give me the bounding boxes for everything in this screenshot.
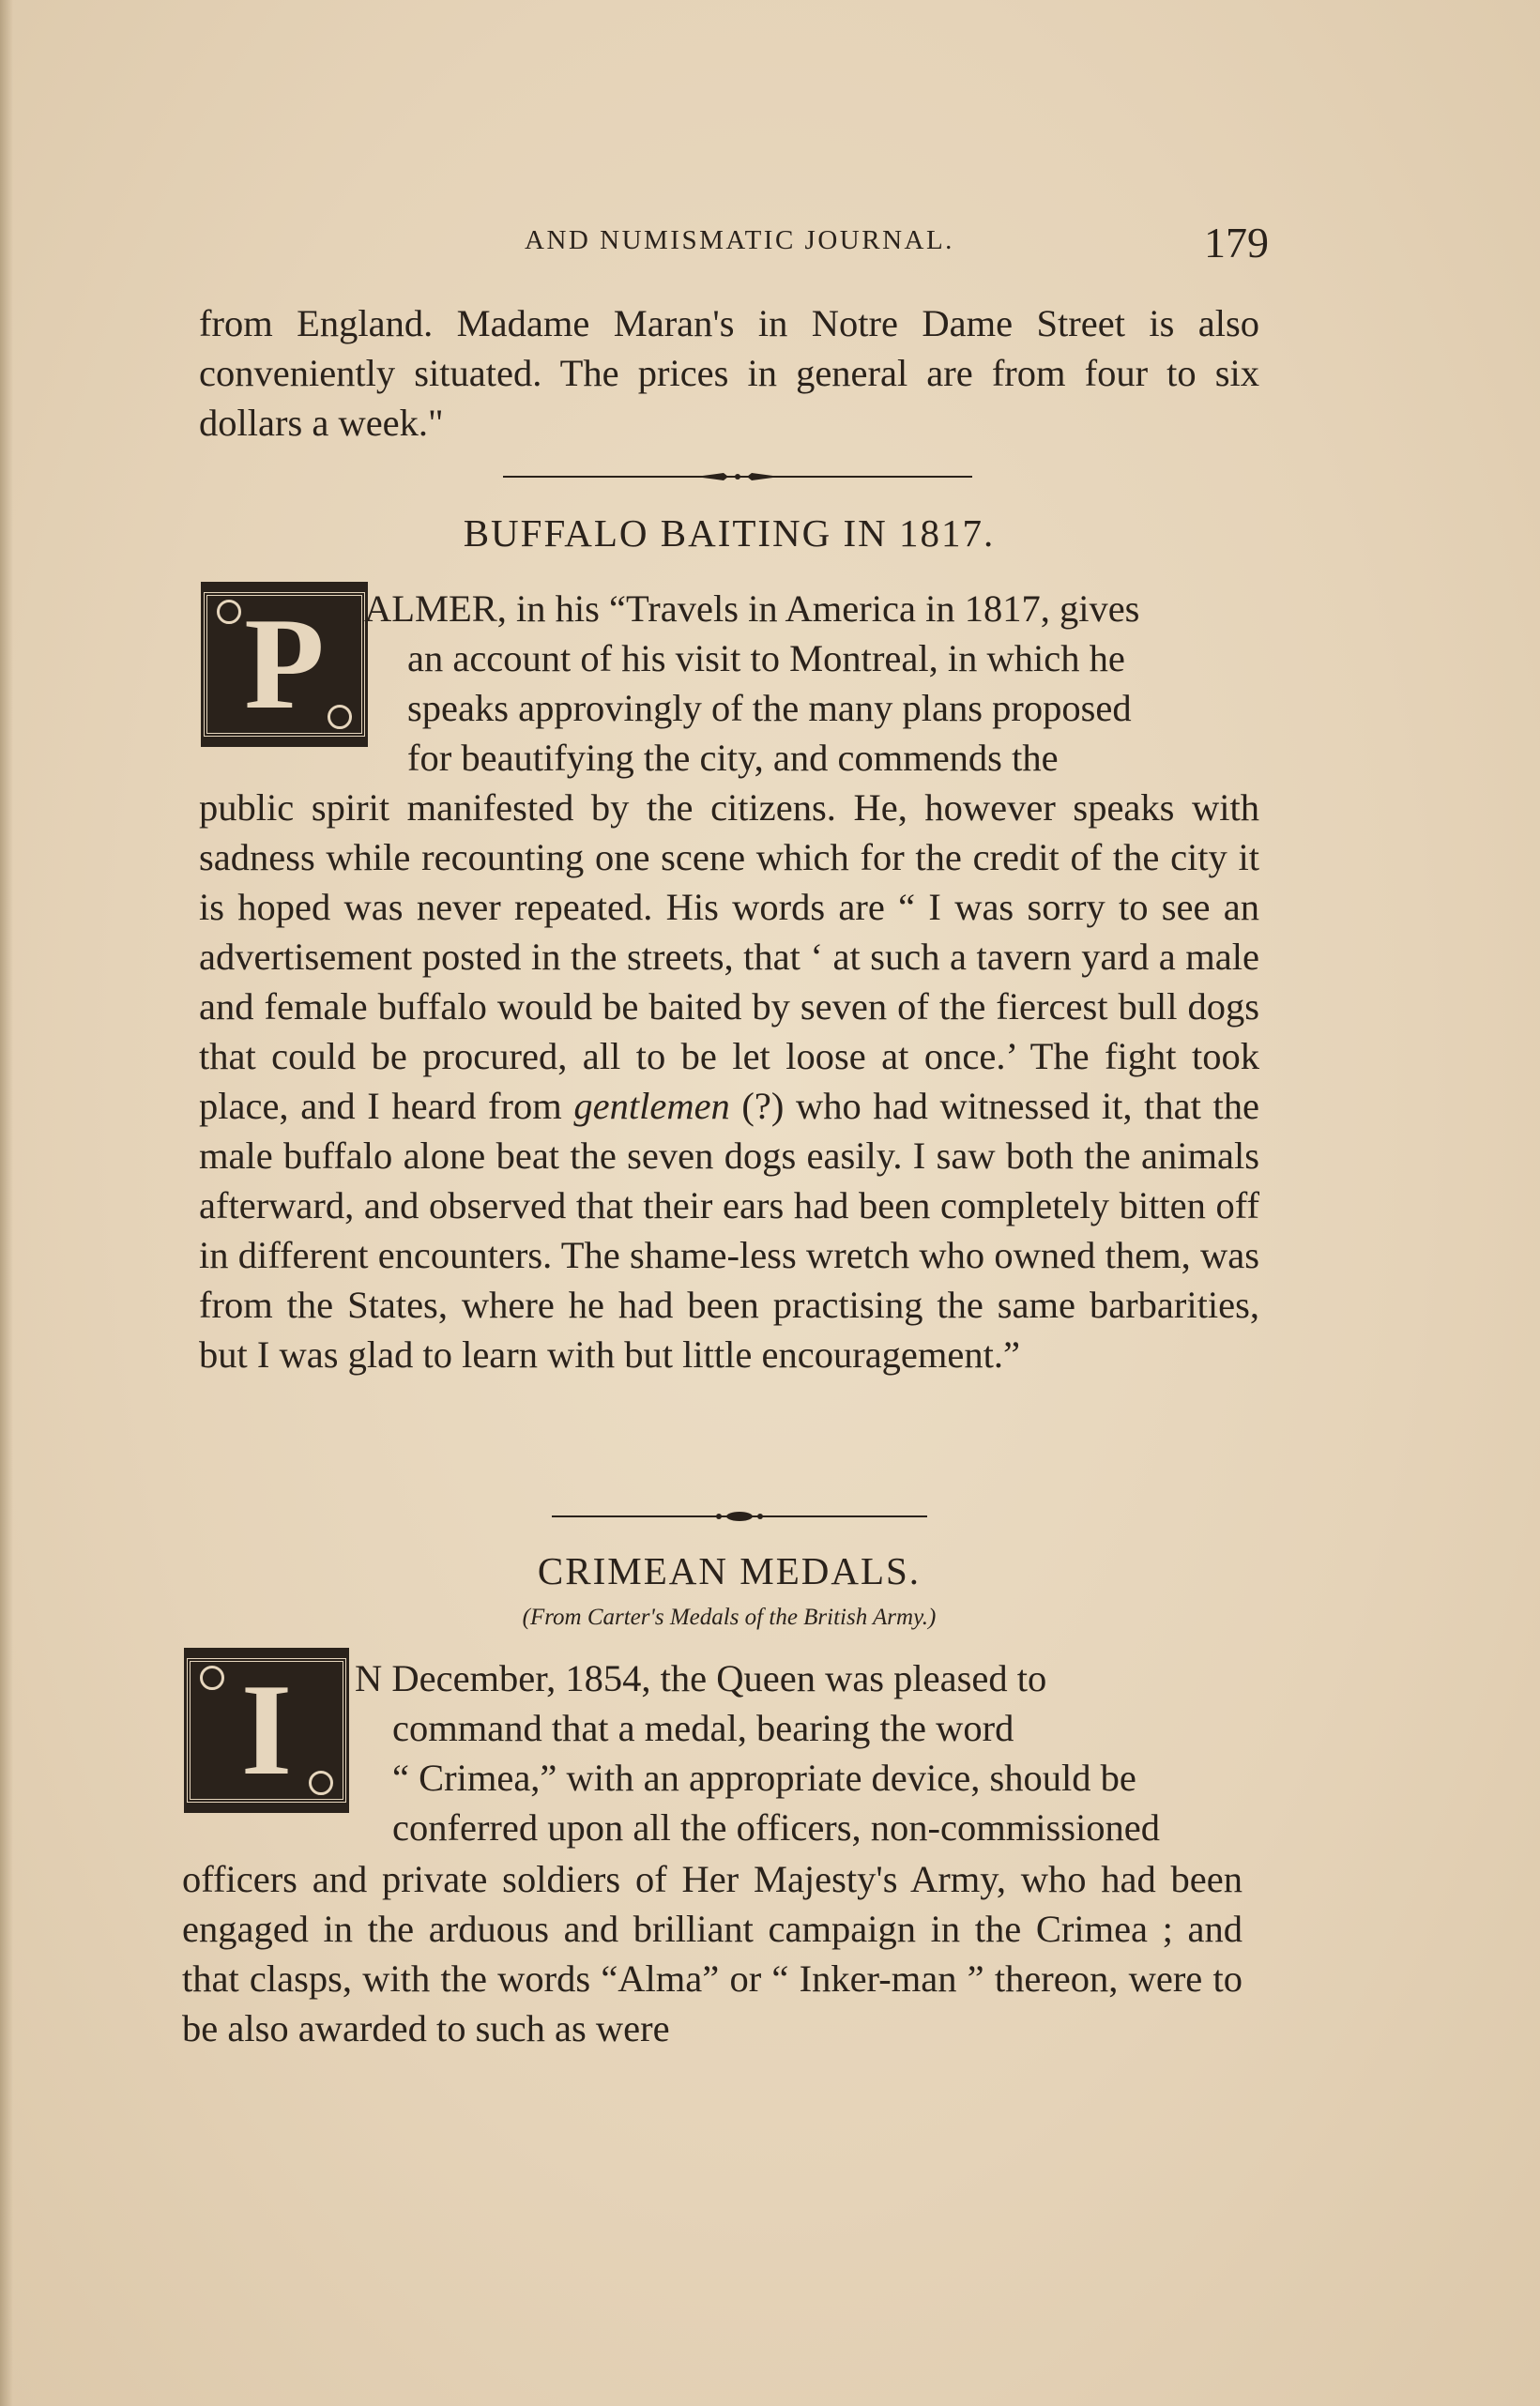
page-edge-shadow <box>0 0 13 2406</box>
body-text: (?) who had witnessed it, that the male buffalo alone beat the seven dogs easily. I saw both the animals afterward, and observed that their ears had been completely bitten off in different encounters. The shame-less wretch who owned them, was from the States, where he had been practising the same barbarities, but I was glad to learn with but little encouragement.” <box>199 1085 1259 1376</box>
flower-ornament-icon <box>217 600 241 624</box>
drop-cap-p <box>201 582 368 747</box>
italic-word: gentlemen <box>573 1085 730 1127</box>
continuation-paragraph: from England. Madame Maran's in Notre Dame Street is also conveniently situated. The prices in general are from four to six dollars a week." <box>199 302 1259 444</box>
lead-line: conferred upon all the officers, non-commissioned <box>392 1806 1161 1849</box>
lead-line: for beautifying the city, and commends the <box>407 737 1059 779</box>
article1-body <box>199 783 1259 1379</box>
thistle-ornament-icon <box>309 1771 333 1795</box>
lead-line: command that a medal, bearing the word <box>392 1707 1014 1749</box>
drop-cap-i <box>184 1648 349 1813</box>
ornamental-rule <box>503 469 972 484</box>
article-source: (From Carter's Medals of the British Army.) <box>522 1605 937 1630</box>
lead-line: ALMER, in his “Travels in America in 1817, gives <box>364 587 1140 630</box>
drop-cap-letter: P <box>204 592 365 737</box>
body-text: public spirit manifested by the citizens. He, however speaks with sadness while recounting one scene which for the credit of the city it is hoped was never repeated. His words are “ I was sorry to see an advertisement posted in the streets, that ‘ at such a tavern yard a male and female buffalo would be baited by seven of the fiercest bull dogs that could be procured, all to be let loose at once.’ The fight took place, and I heard from <box>199 786 1259 1127</box>
article2-lead-lines <box>355 1653 1243 1852</box>
lead-line: an account of his visit to Montreal, in which he <box>407 637 1125 679</box>
lead-line: speaks approvingly of the many plans proposed <box>407 687 1132 729</box>
article1-lead-lines <box>364 584 1259 783</box>
flower-ornament-icon <box>328 705 352 729</box>
drop-cap-letter: I <box>187 1658 346 1803</box>
running-head: AND NUMISMATIC JOURNAL. <box>525 225 954 255</box>
lead-line: “ Crimea,” with an appropriate device, should be <box>392 1757 1136 1799</box>
article-title-buffalo: BUFFALO BAITING IN 1817. <box>463 511 996 555</box>
thistle-ornament-icon <box>200 1666 224 1690</box>
article-title-crimean: CRIMEAN MEDALS. <box>537 1549 922 1592</box>
lead-line: N December, 1854, the Queen was pleased to <box>355 1657 1047 1699</box>
page-number: 179 <box>1204 219 1269 266</box>
ornamental-rule <box>552 1509 927 1524</box>
article2-body: officers and private soldiers of Her Majesty's Army, who had been engaged in the arduous and brilliant campaign in the Crimea ; and that clasps, with the words “Alma” or “ Inker-man ” thereon, were to be also awarded to such as were <box>182 1858 1243 2049</box>
